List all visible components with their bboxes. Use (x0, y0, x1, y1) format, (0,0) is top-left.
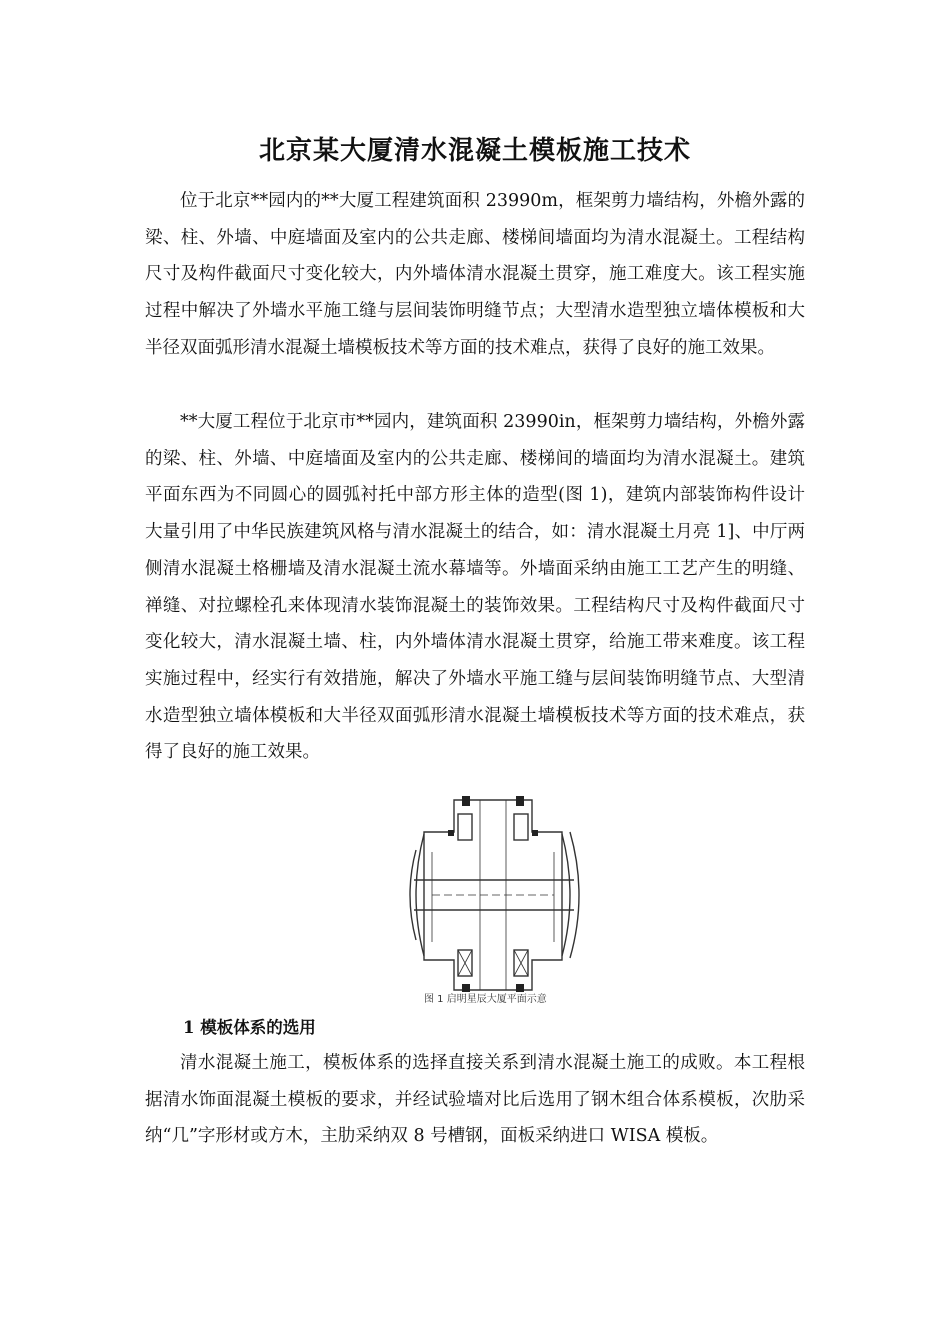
intro-paragraph: 位于北京**园内的**大厦工程建筑面积 23990m，框架剪力墙结构，外檐外露的梁、柱、外墙、中庭墙面及室内的公共走廊、楼梯间墙面均为清水混凝土。工程结构尺寸及构件截面尺寸变化较大，内外墙体清水混凝土贯穿，施工难度大。该工程实施过程中解决了外墙水平施工缝与层间装饰明缝节点；大型清水造型独立墙体模板和大半径双面弧形清水混凝土墙模板技术等方面的技术难点，获得了良好的施工效果。 (145, 191, 805, 358)
document-title: 北京某大厦清水混凝土模板施工技术 (258, 136, 691, 166)
section-heading: 1 模板体系的选用 (183, 1018, 316, 1037)
floor-plan-figure (402, 792, 588, 1004)
body-paragraph: **大厦工程位于北京市**园内，建筑面积 23990in，框架剪力墙结构，外檐外露的梁、柱、外墙、中庭墙面及室内的公共走廊、楼梯间的墙面均为清水混凝土。建筑平面东西为不同圆心的圆弧衬托中部方形主体的造型(图 1)，建筑内部装饰构件设计大量引用了中华民族建筑风格与清水混凝土的结合，如：清水混凝土月亮 1]、中厅两侧清水混凝土格栅墙及清水混凝土流水幕墙等。外墙面采纳由施工工艺产生的明缝、禅缝、对拉螺栓孔来体现清水装饰混凝土的装饰效果。工程结构尺寸及构件截面尺寸变化较大，清水混凝土墙、柱，内外墙体清水混凝土贯穿，给施工带来难度。该工程实施过程中，经实行有效措施，解决了外墙水平施工缝与层间装饰明缝节点、大型清水造型独立墙体模板和大半径双面弧形清水混凝土墙模板技术等方面的技术难点，获得了良好的施工效果。 (145, 412, 805, 763)
figure-caption: 图 1 启明星辰大厦平面示意 (424, 994, 547, 1005)
section-paragraph: 清水混凝土施工，模板体系的选择直接关系到清水混凝土施工的成败。本工程根据清水饰面混凝土模板的要求，并经试验墙对比后选用了钢木组合体系模板，次肋采纳“几”字形材或方木，主肋采纳双 8 号槽钢，面板采纳进口 WISA 模板。 (145, 1053, 805, 1147)
floor-plan-drawing (402, 792, 588, 992)
